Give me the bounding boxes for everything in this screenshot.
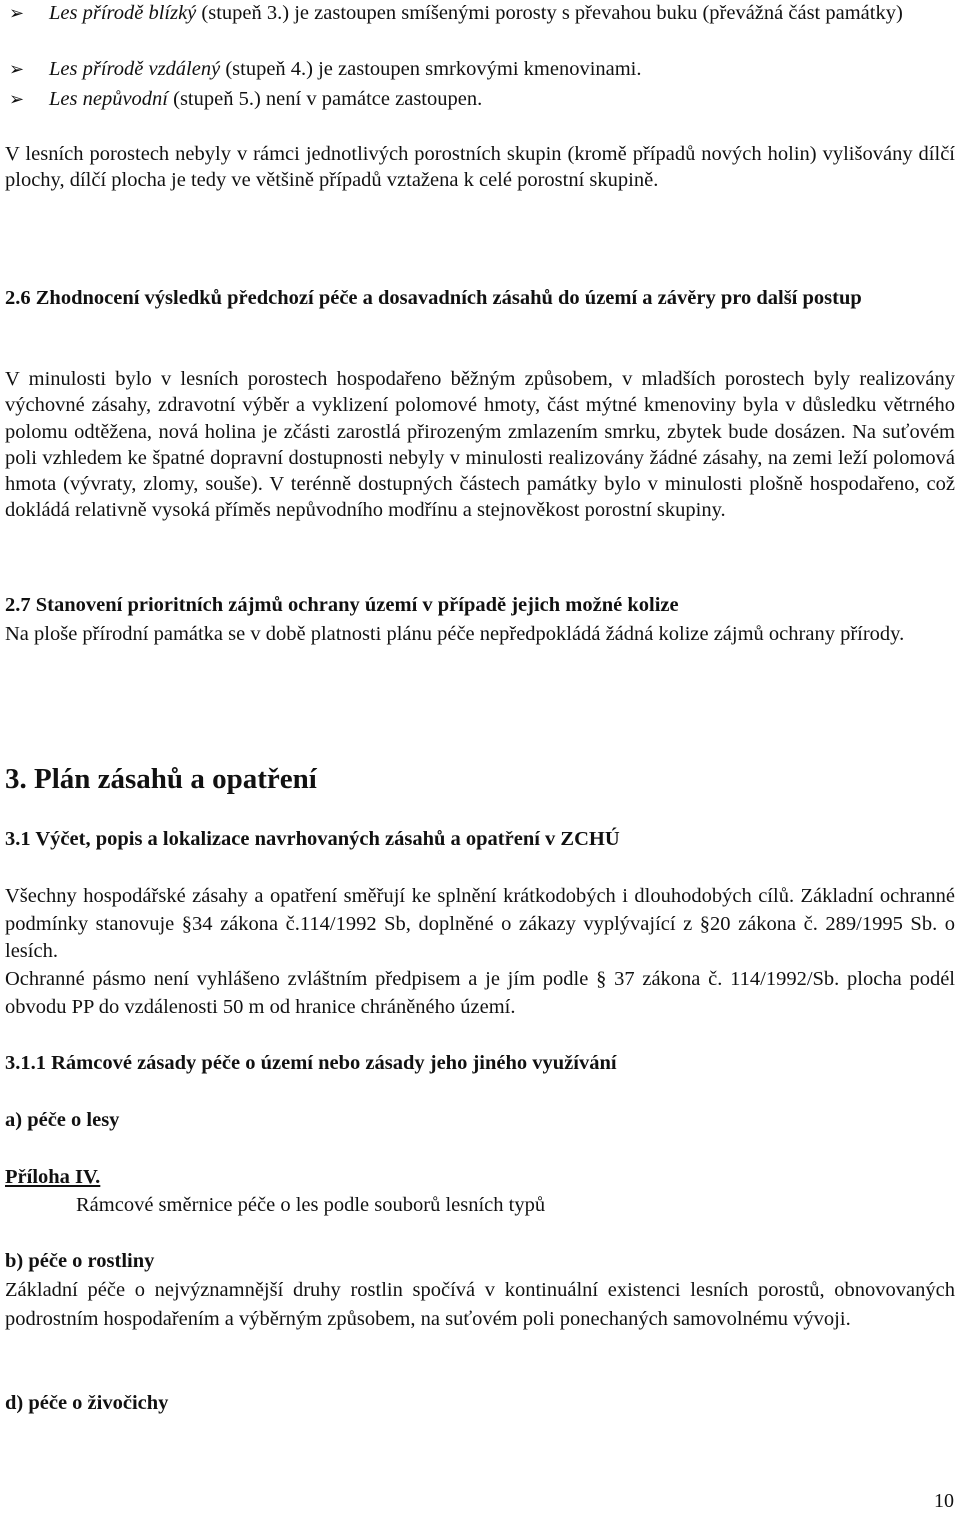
chapter-3-heading: 3. Plán zásahů a opatření [5,763,317,795]
appendix-text: Rámcové směrnice péče o les podle souborů lesních typů [76,1194,546,1216]
section-2-6-text: V minulosti bylo v lesních porostech hospodařeno běžným způsobem, v mladších porostech byly realizovány výchovné zásahy, zdravotní výběr a vyklizení polomové hmoty, část mýtné kmenoviny byla v důsledku větrného polomu odtěžena, nová holina je zčásti zarostlá přirozeným zmlazením smrku, zbytek bude dosázen. Na suťovém poli vzhledem ke špatné dopravní dostupnosti nebyly v minulosti realizovány žádné zásahy, na zemi leží polomová hmota (vývraty, zlomy, souše). V terénně dostupných částech památky bylo v minulosti plošně hospodařeno, což dokládá relativně vysoká příměs nepůvodního modřínu a stejnověkost porostní skupiny. [5,368,955,522]
intro-paragraph: V lesních porostech nebyly v rámci jednotlivých porostních skupin (kromě případů nových holin) vylišovány dílčí plochy, dílčí plocha je tedy ve většině případů vztažena k celé porostní skupině. [5,143,955,191]
section-3-1-heading: 3.1 Výčet, popis a lokalizace navrhovaných zásahů a opatření v ZCHÚ [5,828,620,850]
section-3-1-1-heading: 3.1.1 Rámcové zásady péče o území nebo zásady jeho jiného využívání [5,1052,617,1074]
plant-care-heading: b) péče o rostliny [5,1250,155,1272]
section-2-7-text: Na ploše přírodní památka se v době platnosti plánu péče nepředpokládá žádná kolize zájmů ochrany přírody. [5,623,905,645]
forest-degree-list [5,0,955,116]
arrow-bullet-icon: ➢ [9,59,25,79]
list-item: ➢ Les přírodě vzdálený (stupeň 4.) je zastoupen smrkovými kmenovinami. [5,56,955,86]
animal-care-heading: d) péče o živočichy [5,1392,169,1414]
forest-care-heading: a) péče o lesy [5,1109,120,1131]
list-item: ➢ Les přírodě blízký (stupeň 3.) je zastoupen smíšenými porosty s převahou buku (převážná část památky) [5,0,955,56]
page-number: 10 [934,1490,954,1512]
arrow-bullet-icon: ➢ [9,89,25,109]
appendix-label: Příloha IV. [5,1166,101,1188]
section-3-1-text: Všechny hospodářské zásahy a opatření směřují ke splnění krátkodobých i dlouhodobých cílů. Základní ochranné podmínky stanovuje §34 zákona č.114/1992 Sb, doplněné o zákazy vyplývající z §20 zákona č. 289/1995 Sb. o lesích. [5,885,955,962]
arrow-bullet-icon: ➢ [9,3,25,23]
plant-care-text: Základní péče o nejvýznamnější druhy rostlin spočívá v kontinuální existenci lesních porostů, obnovovaných podrostním hospodařením a výběrným způsobem, na suťovém poli ponechaných samovolnému vývoji. [5,1279,955,1330]
protection-zone-text: Ochranné pásmo není vyhlášeno zvláštním předpisem a je jím podle § 37 zákona č. 114/1992/Sb. plocha podél obvodu PP do vzdálenosti 50 m od hranice chráněného území. [5,968,955,1018]
section-2-6-heading: 2.6 Zhodnocení výsledků předchozí péče a dosavadních zásahů do území a závěry pro další postup [5,287,862,309]
section-2-7-heading: 2.7 Stanovení prioritních zájmů ochrany území v případě jejich možné kolize [5,594,679,616]
list-item: ➢ Les nepůvodní (stupeň 5.) není v památce zastoupen. [5,86,955,116]
